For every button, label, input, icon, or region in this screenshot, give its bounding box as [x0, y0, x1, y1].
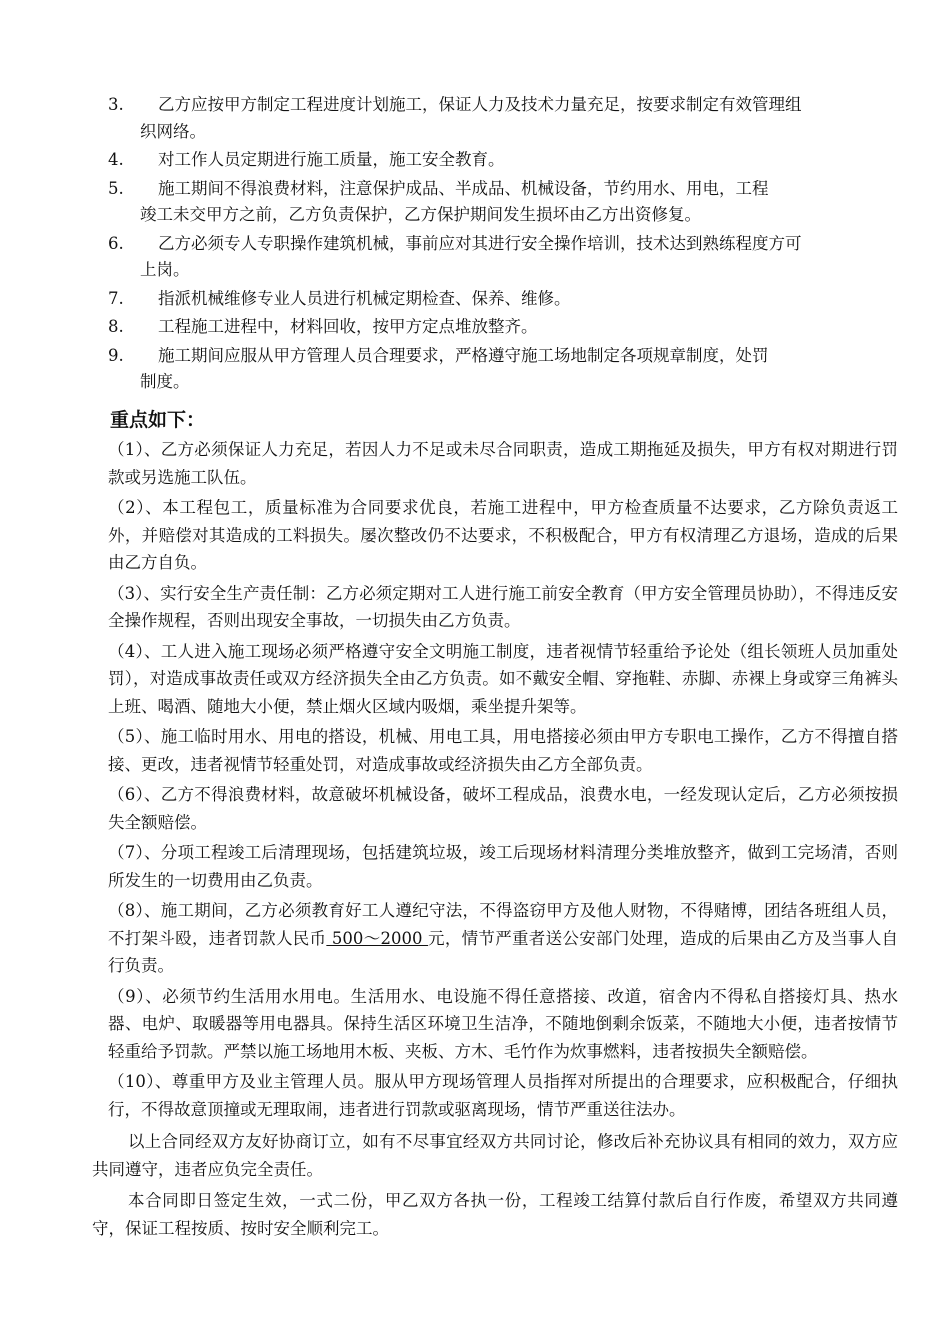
item-text-continuation: 织网络。 — [140, 121, 206, 141]
point-3: （3）、实行安全生产责任制：乙方必须定期对工人进行施工前安全教育（甲方安全管理员协助），不得违反安全操作规程，否则出现安全事故，一切损失由乙方负责。 — [108, 583, 898, 630]
point-4: （4）、工人进入施工现场必须严格遵守安全文明施工制度，违者视情节轻重给予论处（组长领班人员加重处罚），对造成事故责任或双方经济损失全由乙方负责。如不戴安全帽、穿拖鞋、赤脚、赤裸上身或穿三角裤头上班、喝酒、随地大小便，禁止烟火区域内吸烟，乘坐提升架等。 — [108, 641, 898, 716]
point-6: （6）、乙方不得浪费材料，故意破坏机械设备，破坏工程成品，浪费水电，一经发现认定后，乙方必须按损失全额赔偿。 — [108, 785, 898, 832]
point-7: （7）、分项工程竣工后清理现场，包括建筑垃圾，竣工后现场材料清理分类堆放整齐，做到工完场清，否则所发生的一切费用由乙负责。 — [108, 843, 898, 890]
item-text-continuation: 制度。 — [140, 372, 190, 391]
item-text-continuation: 竣工未交甲方之前，乙方负责保护，乙方保护期间发生损坏由乙方出资修复。 — [140, 205, 701, 224]
fine-amount: 500～2000 — [326, 928, 429, 948]
item-number: 7. — [108, 288, 124, 308]
point-1: （1）、乙方必须保证人力充足，若因人力不足或未尽合同职责，造成工期拖延及损失，甲方有权对期进行罚款或另选施工队伍。 — [108, 440, 898, 487]
point-10: （10）、尊重甲方及业主管理人员。服从甲方现场管理人员指挥对所提出的合理要求，应积极配合，仔细执行，不得故意顶撞或无理取闹，违者进行罚款或驱离现场，情节严重送往法办。 — [108, 1072, 898, 1119]
item-text: 指派机械维修专业人员进行机械定期检查、保养、维修。 — [158, 288, 571, 308]
closing-section — [92, 1128, 898, 1246]
key-points — [108, 436, 898, 1126]
list-item — [108, 286, 898, 313]
point-8-text-end: 元，情节严重者送公安部门处理，造成的后果由乙方及当事人自行负责。 — [108, 928, 899, 975]
list-item — [108, 231, 898, 284]
item-text: 施工期间不得浪费材料，注意保护成品、半成品、机械设备，节约用水、用电，工程 — [158, 178, 769, 198]
point-2: （2）、本工程包工，质量标准为合同要求优良，若施工进程中，甲方检查质量不达要求，乙方除负责返工外，并赔偿对其造成的工料损失。屡次整改仍不达要求，不积极配合，甲方有权清理乙方退场，造成的后果由乙方自负。 — [108, 498, 898, 572]
closing-paragraph: 以上合同经双方友好协商订立，如有不尽事宜经双方共同讨论，修改后补充协议具有相同的效力，双方应共同遵守，违者应负完全责任。 — [92, 1132, 898, 1179]
list-item — [108, 92, 898, 145]
item-number: 5. — [108, 178, 124, 198]
point-9: （9）、必须节约生活用水用电。生活用水、电设施不得任意搭接、改道，宿舍内不得私自搭接灯具、热水器、电炉、取暖器等用电器具。保持生活区环境卫生洁净，不随地倒剩余饭菜，不随地大小便，违者按情节轻重给予罚款。严禁以施工场地用木板、夹板、方木、毛竹作为炊事燃料，违者按损失全额赔偿。 — [108, 986, 898, 1061]
item-number: 8. — [108, 317, 124, 336]
item-text: 乙方应按甲方制定工程进度计划施工，保证人力及技术力量充足，按要求制定有效管理组 — [158, 95, 802, 114]
list-item — [108, 314, 898, 341]
list-item — [108, 147, 898, 174]
numbered-list — [108, 92, 898, 398]
item-text: 施工期间应服从甲方管理人员合理要求，严格遵守施工场地制定各项规章制度，处罚 — [158, 345, 769, 365]
list-item — [108, 343, 898, 396]
list-item — [108, 176, 898, 229]
item-number: 3. — [108, 95, 124, 114]
point-8-text: （8）、施工期间，乙方必须教育好工人遵纪守法，不得盗窃甲方及他人财物，不得赌博，团结各班组人员，不打架斗殴，违者罚款人民币 — [108, 901, 898, 948]
item-text: 乙方必须专人专职操作建筑机械，事前应对其进行安全操作培训，技术达到熟练程度方可 — [158, 233, 802, 253]
item-text-continuation: 上岗。 — [140, 260, 190, 279]
item-number: 4. — [108, 150, 124, 169]
item-number: 6. — [108, 233, 124, 253]
item-number: 9. — [108, 345, 124, 365]
point-5: （5）、施工临时用水、用电的搭设，机械、用电工具，用电搭接必须由甲方专职电工操作，乙方不得擅自搭接、更改，违者视情节轻重处罚，对造成事故或经济损失由乙方全部负责。 — [108, 727, 898, 774]
item-text: 工程施工进程中，材料回收，按甲方定点堆放整齐。 — [158, 317, 538, 336]
section-heading: 重点如下： — [110, 409, 206, 431]
item-text: 对工作人员定期进行施工质量，施工安全教育。 — [158, 150, 505, 169]
closing-paragraph: 本合同即日签定生效，一式二份，甲乙双方各执一份，工程竣工结算付款后自行作废，希望双方共同遵守，保证工程按质、按时安全顺利完工。 — [92, 1191, 898, 1238]
point-8 — [108, 897, 898, 980]
